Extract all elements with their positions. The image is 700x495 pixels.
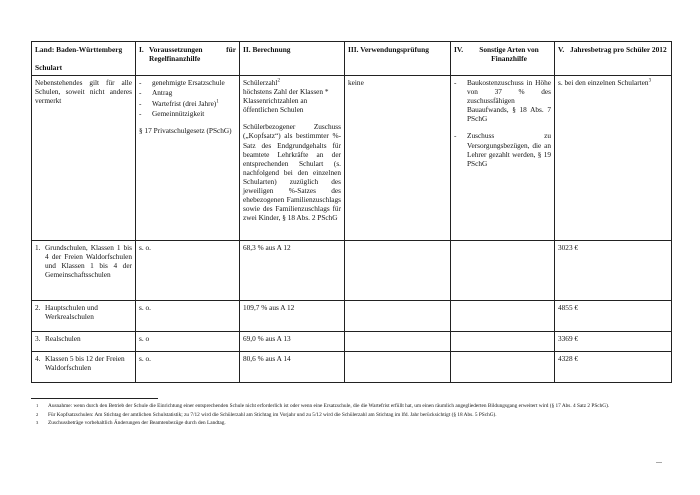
- header-sonstige: IV. Sonstige Arten von Finanzhilfe: [451, 42, 555, 76]
- continuation-ellipsis: ...: [656, 456, 662, 465]
- row-sonstige: [451, 301, 555, 332]
- row0-verwendung: keine: [345, 76, 451, 241]
- row-jahresbetrag: 4328 €: [555, 352, 672, 383]
- row-jahresbetrag: 4855 €: [555, 301, 672, 332]
- voraussetzungen-list: [139, 78, 236, 118]
- footnote: 3 Zuschussbeträge vorbehaltlich Änderungen der Beamtenbezüge durch den Landtag.: [36, 420, 226, 427]
- row-verwendung: [345, 301, 451, 332]
- table-row: [32, 301, 672, 332]
- footnotes: [36, 402, 676, 428]
- table-row: [32, 352, 672, 383]
- footnote: 2 Für Kopfsatzschulen: Am Stichtag der amtlichen Schulstatistik; zu 7/12 wird die Schülerzahl am Stichtag im Vorjahr und zu 5/12 wird die Schülerzahl am Stichtag im lfd. Jahr berücksichtigt (§ 18 Abs. 5 PSchG).: [36, 411, 497, 418]
- row-jahresbetrag: 3369 €: [555, 332, 672, 352]
- table-row: [32, 76, 672, 241]
- row-schulart: 3. Realschulen: [32, 332, 136, 352]
- row-sonstige: [451, 352, 555, 383]
- footnote: 1 Ausnahme: wenn durch den Betrieb der Schule die Einrichtung einer entsprechenden Schule nicht erforderlich ist oder wenn eine Ersatzschule, die die Wartefrist erfüllt hat, um einen räumlich angegliederten Bildungsgang erweitert wird (§ 17 Abs. 4 Satz 2 PSchG).: [36, 403, 610, 409]
- gesetz-ref: § 17 Privatschulgesetz (PSchG): [139, 125, 232, 135]
- list-item: - Wartefrist (drei Jahre)$^1$: [139, 99, 236, 108]
- list-item: - Baukostenzuschuss in Höhe von 37 % des zuschussfähigen Bauaufwands, § 18 Abs. 7 PSchG: [454, 78, 551, 123]
- row-schulart: 4. Klassen 5 bis 12 der Freien Waldorfschulen: [32, 352, 136, 383]
- row-sonstige: [451, 241, 555, 301]
- footnote-separator: [31, 398, 158, 399]
- row-verwendung: [345, 332, 451, 352]
- berechnung-formula: Schülerzahl$^2$ höchstens Zahl der Klassen * Klassenrichtzahlen an öffentlichen Schulen: [243, 78, 329, 115]
- row0-jahresbetrag: s. bei den einzelnen Schularten$^3$: [555, 76, 672, 241]
- row0-voraussetzungen: [136, 76, 240, 241]
- row-verwendung: [345, 241, 451, 301]
- table-row: [32, 241, 672, 301]
- row0-sonstige: [451, 76, 555, 241]
- header-berechnung: II. Berechnung: [240, 42, 345, 76]
- row-sonstige: [451, 332, 555, 352]
- row-verwendung: [345, 352, 451, 383]
- row-berechnung: 80,6 % aus A 14: [240, 352, 345, 383]
- row0-berechnung: [240, 76, 345, 241]
- row-voraussetzungen: s. o.: [136, 241, 240, 301]
- row0-schulart: Nebenstehendes gilt für alle Schulen, soweit nicht anderes vermerkt: [32, 76, 136, 241]
- list-item: - genehmigte Ersatzschule: [139, 78, 236, 87]
- finanzhilfe-table: [31, 41, 672, 383]
- row-berechnung: 69,0 % aus A 13: [240, 332, 345, 352]
- header-land-cell: [32, 42, 136, 76]
- row-berechnung: 109,7 % aus A 12: [240, 301, 345, 332]
- header-voraussetzungen: I. Voraussetzungen für Regelfinanzhilfe: [136, 42, 240, 76]
- header-verwendungspruefung: III. Verwendungsprüfung: [345, 42, 451, 76]
- table-header-row: [32, 42, 672, 76]
- header-schulart: Schulart: [35, 62, 63, 72]
- row-voraussetzungen: s. o: [136, 332, 240, 352]
- row-schulart: 2. Hauptschulen und Werkrealschulen: [32, 301, 136, 332]
- list-item: - Zuschuss zu Versorgungsbezügen, die an Lehrer gezahlt werden, § 19 PSchG: [454, 131, 551, 167]
- row-voraussetzungen: s. o.: [136, 301, 240, 332]
- row-berechnung: 68,3 % aus A 12: [240, 241, 345, 301]
- row-jahresbetrag: 3023 €: [555, 241, 672, 301]
- header-jahresbetrag: V. Jahresbetrag pro Schüler 2012: [555, 42, 672, 76]
- table-row: [32, 332, 672, 352]
- list-item: - Gemeinnützigkeit: [139, 109, 236, 118]
- berechnung-kopfsatz: Schülerbezogener Zuschuss („Kopfsatz“) als bestimmter %-Satz des Endgrundgehalts für beamtete Lehrkräfte an der entsprechenden Schulart (s. nachfolgend bei den einzelnen Schularten) zuzüglich des jeweiligen %-Satzes des ehebezogenen Familienzuschlags sowie des Familienzuschlags für zwei Kinder, § 18 Abs. 2 PSchG: [243, 122, 341, 223]
- list-item: - Antrag: [139, 88, 236, 97]
- sonstige-list: [454, 78, 551, 168]
- document-page: [31, 41, 671, 383]
- header-land: Land: Baden-Württemberg: [35, 45, 123, 54]
- row-voraussetzungen: s. o.: [136, 352, 240, 383]
- row-schulart: 1. Grundschulen, Klassen 1 bis 4 der Freien Waldorfschulen und Klassen 1 bis 4 der Gemeinschaftsschulen: [32, 241, 136, 301]
